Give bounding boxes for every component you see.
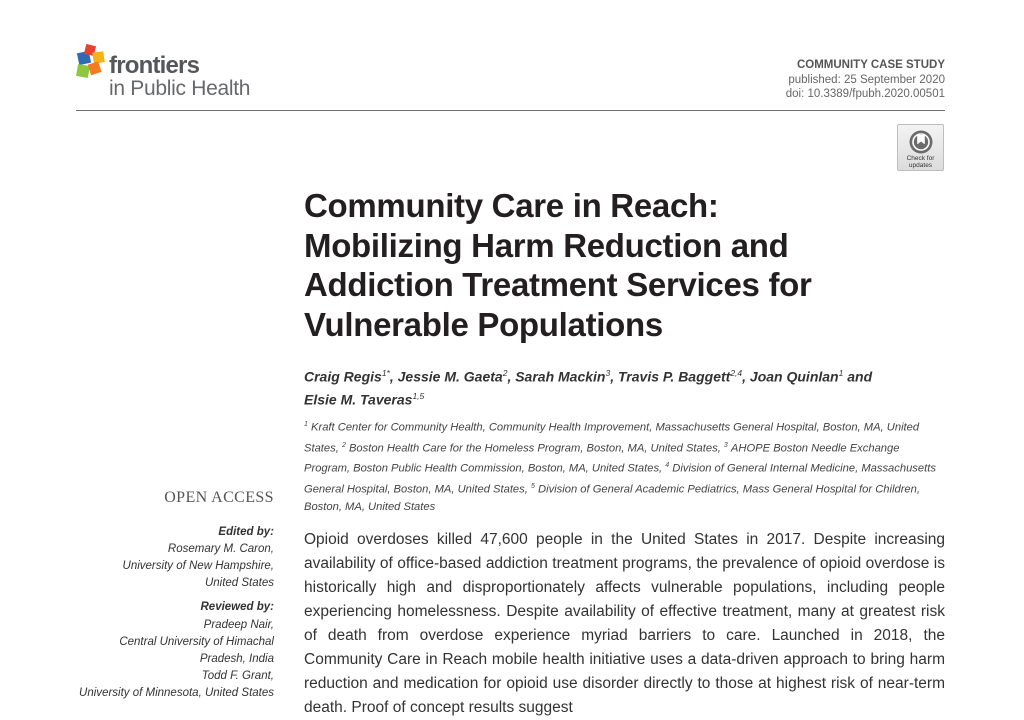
- affiliation-number: 3: [723, 441, 728, 449]
- title-line: Mobilizing Harm Reduction and: [304, 226, 789, 264]
- author-list: [304, 364, 944, 409]
- author-name[interactable]: Sarah Mackin: [515, 368, 606, 385]
- check-for-updates-button[interactable]: [897, 124, 944, 171]
- edited-by-label: Edited by:: [218, 526, 274, 538]
- affiliation-number: 4: [665, 462, 670, 470]
- check-for-updates-label: Check for updates: [906, 155, 935, 169]
- author-affiliation-ref: 3: [605, 368, 611, 378]
- reviewer-line: Pradeep Nair,: [203, 619, 274, 631]
- reviewer-line: Pradesh, India: [199, 653, 274, 665]
- author-separator: and: [843, 368, 873, 385]
- affiliation-number: 2: [341, 441, 346, 449]
- journal-logo[interactable]: [75, 44, 295, 104]
- published-date: published: 25 September 2020: [788, 74, 945, 86]
- affiliation-list: $^1$ Kraft Center for Community Health, Community Health Improvement, Massachusetts General Hospital, Boston, MA, United States, $^2$ Boston Health Care for the Homeless Program, Boston, MA, United States, $^3$ AHOPE Boston Needle Exchange Program, Boston Public Health Commission, Boston, MA, United States, $^4$ Division of General Internal Medicine, Massachusetts General Hospital, Boston, MA, United States, $^5$ Division of General Academic Pediatrics, Mass General Hospital for Children, Boston, MA, United States: [304, 421, 936, 513]
- affiliation-text: AHOPE Boston Needle Exchange Program, Boston Public Health Commission, Boston, MA, United States: [304, 442, 900, 476]
- reviewer-line: University of Minnesota, United States: [79, 687, 274, 699]
- author-affiliation-ref: 2: [502, 368, 508, 378]
- author-affiliation-ref: 1: [838, 368, 844, 378]
- author-separator: ,: [389, 368, 398, 385]
- author-affiliation-ref: 1,5: [412, 390, 425, 401]
- author-separator: ,: [610, 368, 618, 385]
- title-line: Community Care in Reach:: [304, 187, 719, 224]
- affiliation-number: 1: [304, 421, 308, 428]
- journal-section: in Public Health: [109, 77, 251, 100]
- affiliation-text: Division of General Internal Medicine, Massachusetts General Hospital, Boston, MA, United States: [304, 463, 936, 496]
- editor-line: United States: [204, 577, 274, 589]
- article-title: [304, 186, 944, 344]
- open-access-label: OPEN ACCESS: [164, 489, 274, 506]
- header-divider: [76, 110, 945, 111]
- author-name[interactable]: Craig Regis: [304, 368, 382, 385]
- affiliation-number: 5: [530, 483, 535, 491]
- reviewed-by-label: Reviewed by:: [200, 601, 274, 613]
- affiliation-text: Division of General Academic Pediatrics, Mass General Hospital for Children, Boston, MA, United States: [304, 483, 920, 513]
- author-separator: ,: [507, 368, 516, 385]
- affiliation-text: Boston Health Care for the Homeless Program, Boston, MA, United States: [348, 442, 718, 455]
- author-name[interactable]: Elsie M. Taveras: [304, 391, 413, 408]
- reviewer-line: Central University of Himachal: [119, 636, 274, 648]
- frontiers-logo-icon: [75, 44, 109, 82]
- journal-brand: frontiers: [109, 52, 200, 79]
- author-affiliation-ref: 2,4: [730, 368, 743, 378]
- editor-line: Rosemary M. Caron,: [167, 543, 274, 555]
- author-affiliation-ref: 1*: [381, 368, 390, 378]
- reviewer-line: Todd F. Grant,: [201, 670, 274, 682]
- article-type: COMMUNITY CASE STUDY: [796, 59, 945, 71]
- title-line: Vulnerable Populations: [304, 305, 663, 343]
- author-name[interactable]: Travis P. Baggett: [618, 368, 731, 385]
- author-separator: ,: [742, 368, 750, 385]
- affiliation-text: Kraft Center for Community Health, Community Health Improvement, Massachusetts General Hospital, Boston, MA, United States: [304, 421, 920, 455]
- abstract-text: Opioid overdoses killed 47,600 people in the United States in 2017. Despite increasing availability of office-based addiction treatment programs, the prevalence of opioid overdose is historically high and disproportionately affects vulnerable populations, including people experiencing homelessness. Despite availability of effective treatment, many at greatest risk of death from overdose experience myriad barriers to care. Launched in 2018, the Community Care in Reach mobile health initiative uses a data-driven approach to bring harm reduction and medication for opioid use disorder directly to those at highest risk of near-term death. Proof of concept results suggest: [304, 531, 945, 716]
- author-name[interactable]: Jessie M. Gaeta: [397, 368, 503, 385]
- editor-line: University of New Hampshire,: [122, 560, 274, 572]
- doi-link[interactable]: doi: 10.3389/fpubh.2020.00501: [785, 88, 945, 100]
- author-name[interactable]: Joan Quinlan: [749, 368, 839, 385]
- title-line: Addiction Treatment Services for: [304, 266, 812, 303]
- crossmark-icon: [908, 129, 934, 155]
